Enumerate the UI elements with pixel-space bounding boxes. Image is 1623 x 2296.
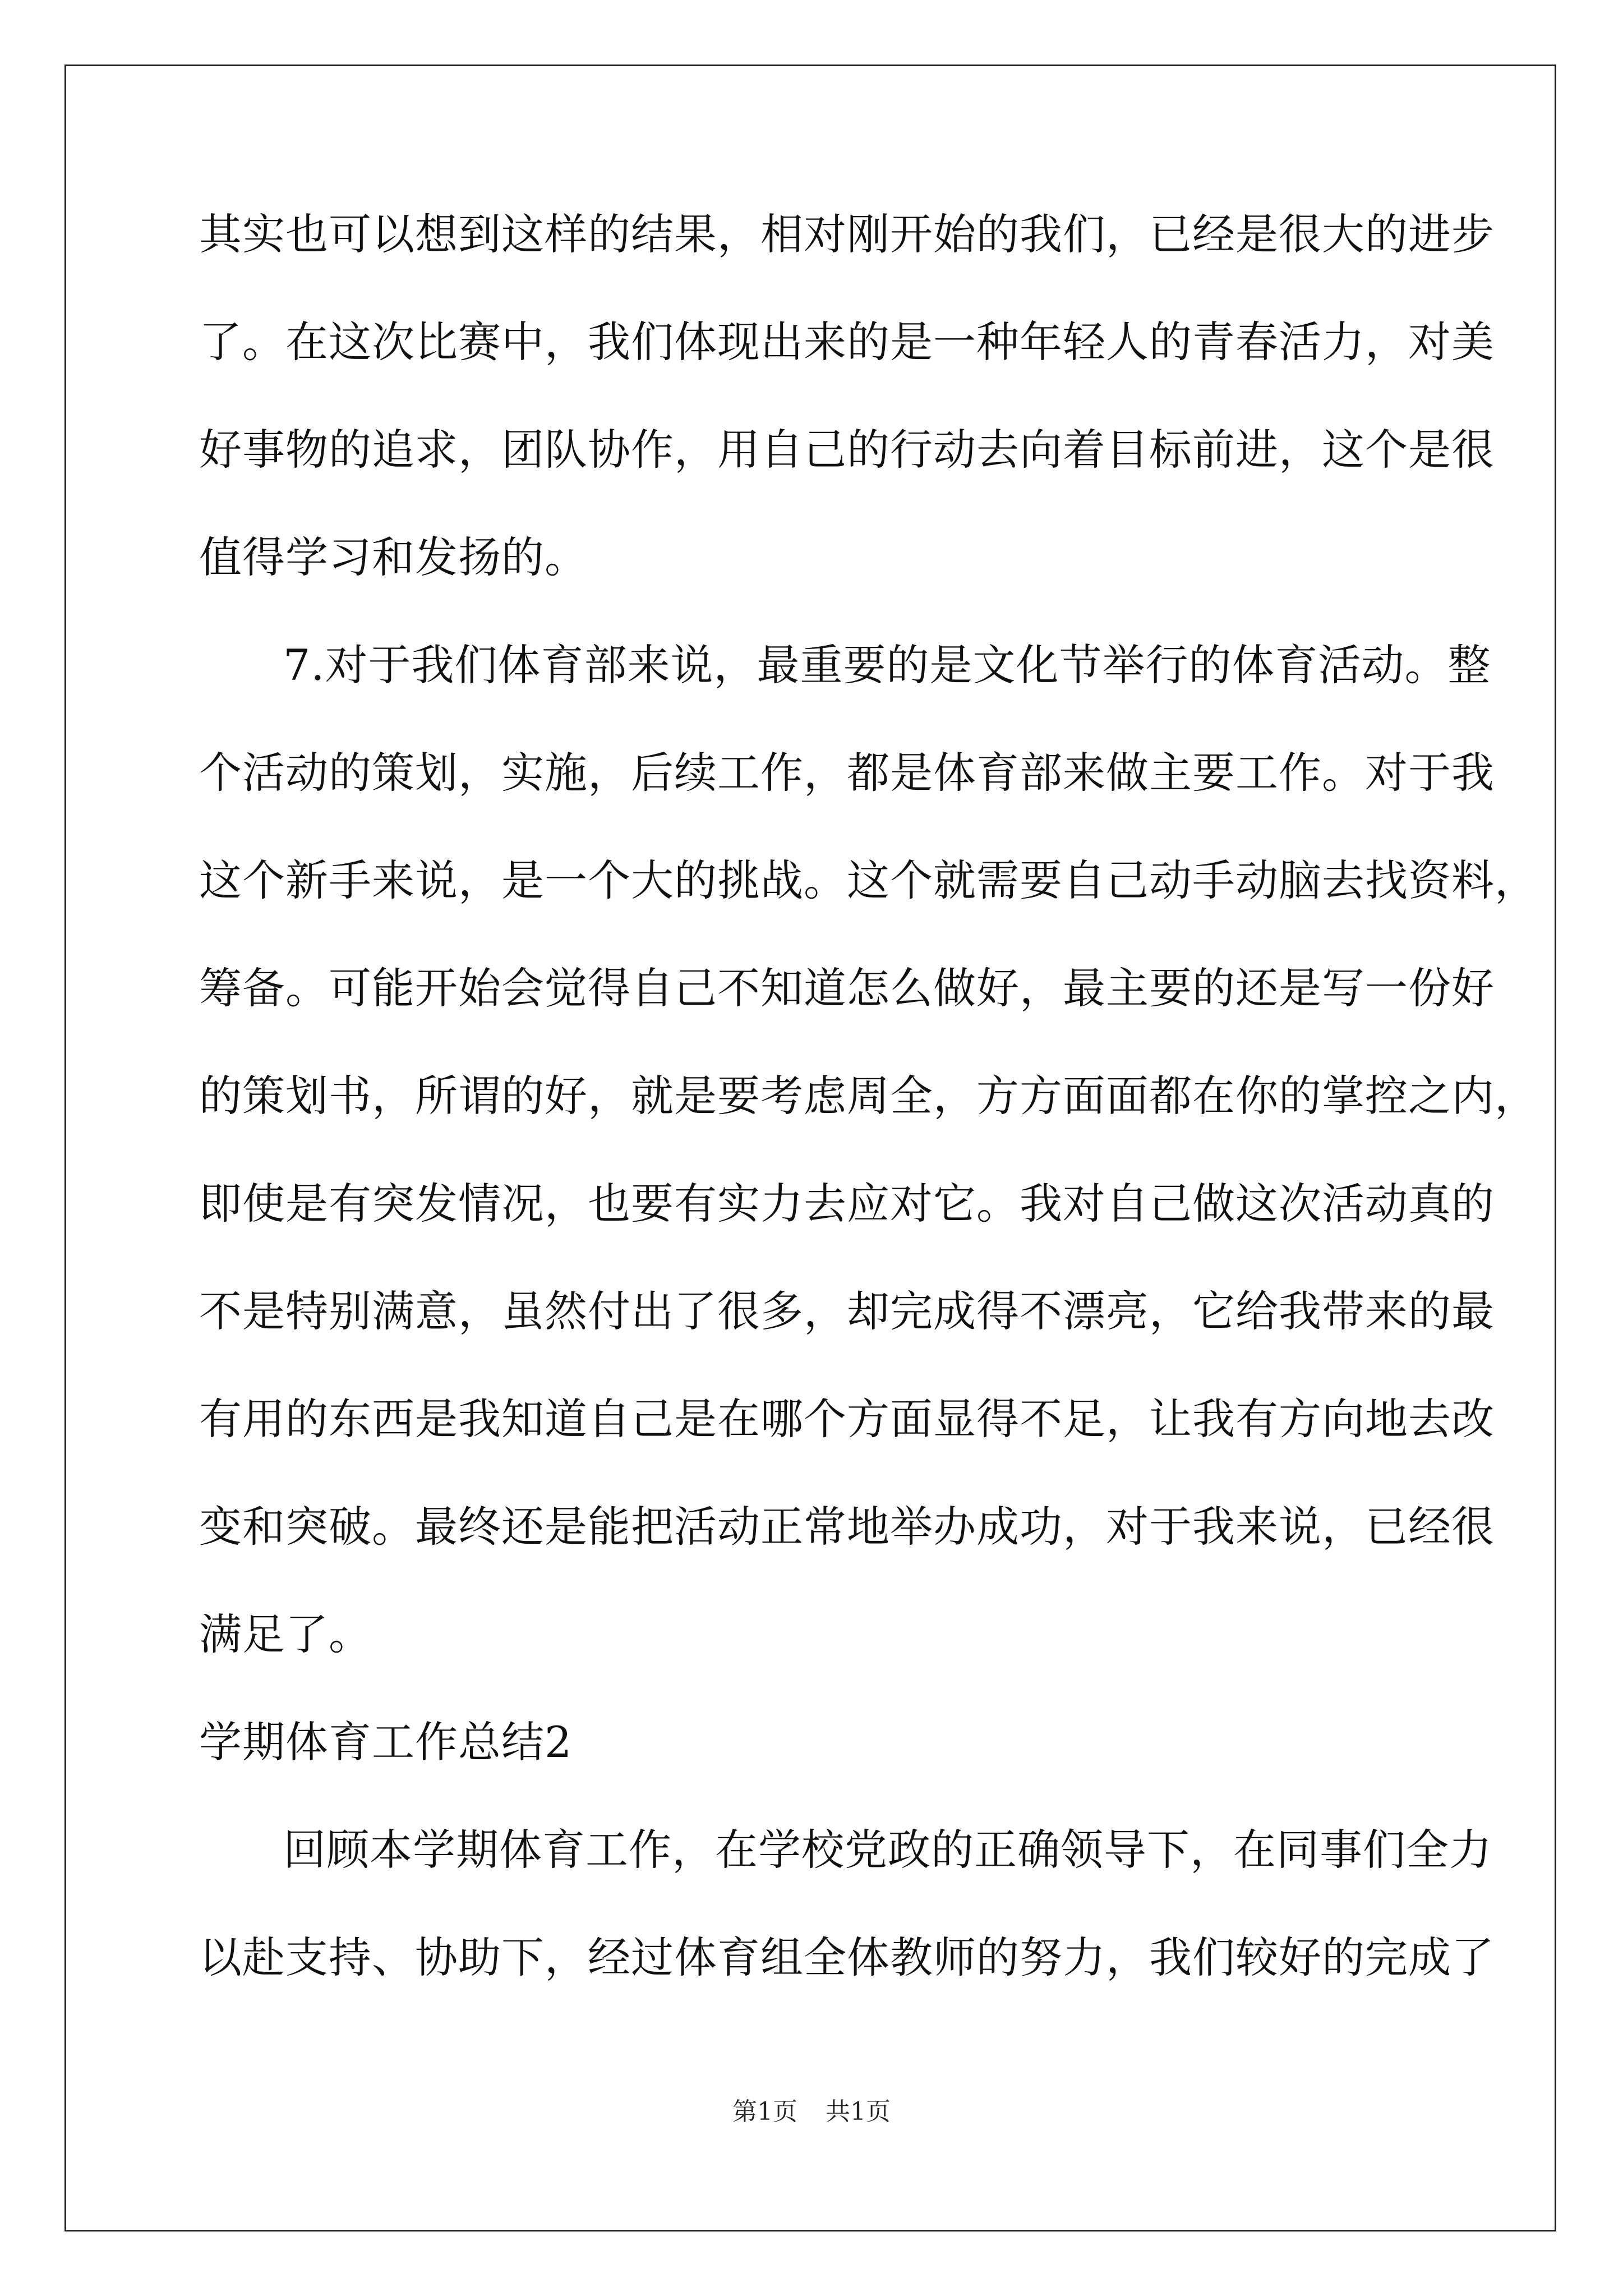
paragraph-line: 变和突破。最终还是能把活动正常地举办成功，对于我来说，已经很 bbox=[199, 1502, 1495, 1552]
paragraph-line: 满足了。 bbox=[199, 1609, 372, 1659]
paragraph-line: 筹备。可能开始会觉得自己不知道怎么做好，最主要的还是写一份好 bbox=[199, 963, 1495, 1013]
page-frame bbox=[64, 65, 1556, 2231]
page-number: 第1页 bbox=[732, 2097, 797, 2126]
paragraph-line: 好事物的追求，团队协作，用自己的行动去向着目标前进，这个是很 bbox=[199, 425, 1495, 475]
paragraph-line: 回顾本学期体育工作，在学校党政的正确领导下，在同事们全力 bbox=[283, 1825, 1492, 1875]
page-total: 共1页 bbox=[826, 2097, 891, 2126]
paragraph-line: 的策划书，所谓的好，就是要考虑周全，方方面面都在你的掌控之内， bbox=[199, 1071, 1538, 1121]
section-heading: 学期体育工作总结2 bbox=[199, 1717, 573, 1767]
paragraph-line: 这个新手来说，是一个大的挑战。这个就需要自己动手动脑去找资料， bbox=[199, 855, 1538, 905]
paragraph-line: 有用的东西是我知道自己是在哪个方面显得不足，让我有方向地去改 bbox=[199, 1394, 1495, 1444]
paragraph-line: 个活动的策划，实施，后续工作，都是体育部来做主要工作。对于我 bbox=[199, 748, 1495, 798]
paragraph-line: 值得学习和发扬的。 bbox=[199, 532, 588, 582]
paragraph-line: 不是特别满意，虽然付出了很多，却完成得不漂亮，它给我带来的最 bbox=[199, 1286, 1495, 1336]
paragraph-line: 7.对于我们体育部来说，最重要的是文化节举行的体育活动。整 bbox=[283, 640, 1491, 690]
paragraph-line: 以赴支持、协助下，经过体育组全体教师的努力，我们较好的完成了 bbox=[199, 1932, 1495, 1982]
paragraph-line: 即使是有突发情况，也要有实力去应对它。我对自己做这次活动真的 bbox=[199, 1179, 1495, 1228]
paragraph-line: 其实也可以想到这样的结果，相对刚开始的我们，已经是很大的进步 bbox=[199, 209, 1495, 259]
page-footer bbox=[0, 2095, 1623, 2129]
paragraph-line: 了。在这次比赛中，我们体现出来的是一种年轻人的青春活力，对美 bbox=[199, 317, 1495, 367]
